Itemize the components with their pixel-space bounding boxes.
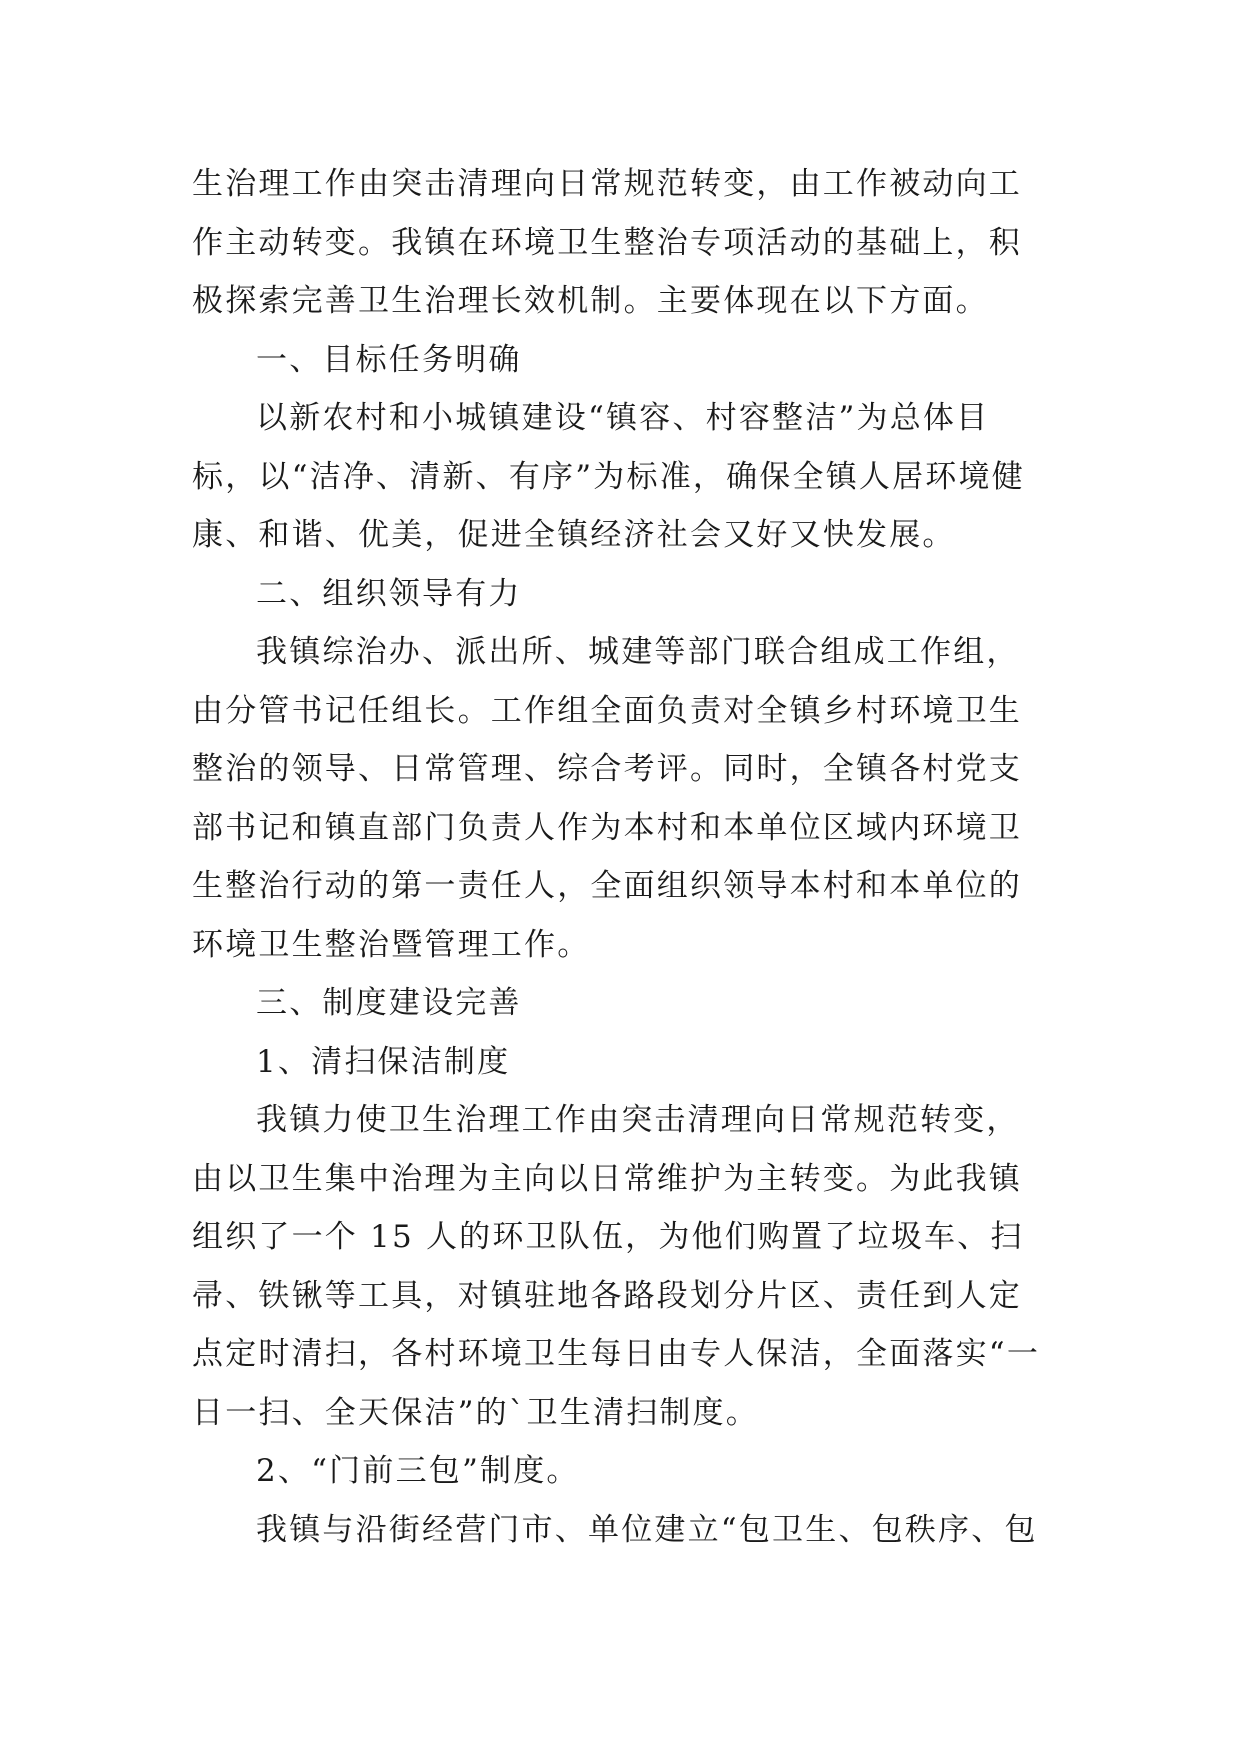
section-heading-2: 二、组织领导有力 — [256, 575, 522, 612]
paragraph: 我镇力使卫生治理工作由突击清理向日常规范转变，由以卫生集中治理为主向以日常维护为主转变。为此我镇组织了一个 15 人的环卫队伍，为他们购置了垃圾车、扫帚、铁锹等工具，对镇驻地各路段划分片区、责任到人定点定时清扫，各村环境卫生每日由专人保洁，全面落实“一日一扫、全天保洁”的`卫生清扫制度。 — [192, 1102, 1041, 1431]
paragraph-continuation: 生治理工作由突击清理向日常规范转变，由工作被动向工作主动转变。我镇在环境卫生整治专项活动的基础上，积极探索完善卫生治理长效机制。主要体现在以下方面。 — [192, 166, 1022, 319]
document-body — [192, 155, 1052, 1559]
section-heading-3: 三、制度建设完善 — [256, 985, 522, 1021]
subsection-heading-2: 2、“门前三包”制度。 — [256, 1453, 580, 1489]
section-heading-1: 一、目标任务明确 — [256, 341, 522, 378]
paragraph: 我镇与沿街经营门市、单位建立“包卫生、包秩序、包 — [256, 1511, 1038, 1548]
paragraph: 我镇综治办、派出所、城建等部门联合组成工作组，由分管书记任组长。工作组全面负责对全镇乡村环境卫生整治的领导、日常管理、综合考评。同时，全镇各村党支部书记和镇直部门负责人作为本村和本单位区域内环境卫生整治行动的第一责任人，全面组织领导本村和本单位的环境卫生整治暨管理工作。 — [192, 634, 1022, 963]
subsection-heading-1: 1、清扫保洁制度 — [256, 1043, 511, 1080]
paragraph: 以新农村和小城镇建设“镇容、村容整洁”为总体目标，以“洁净、清新、有序”为标准，确保全镇人居环境健康、和谐、优美，促进全镇经济社会又好又快发展。 — [192, 400, 1025, 553]
